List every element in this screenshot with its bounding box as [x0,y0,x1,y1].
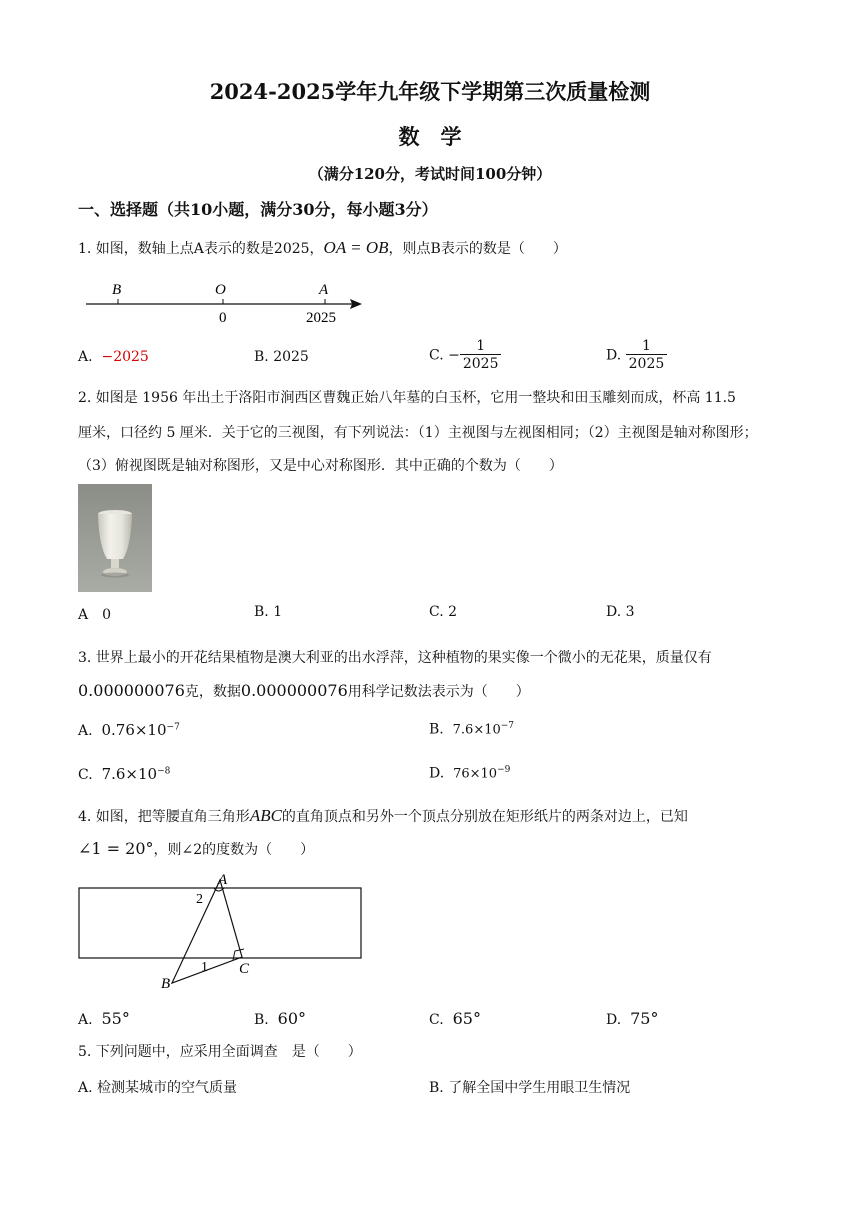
q3-option-d: D. $76\times 10^{-9}$ [429,765,511,782]
q4-angle-given: ∠1 = 20° [78,839,154,858]
label-a: A [319,282,329,298]
label-o: O [215,282,226,298]
exam-note: （满分120分，考试时间100分钟） [308,165,552,183]
question-1-stem [78,238,567,259]
question-5-stem: 5. 下列问题中，应采用全面调查 是（ ） [78,1044,362,1060]
q1-math: OA = OB [323,238,389,257]
q1-option-a: A. −2025 [78,349,149,365]
subject-title: 数 学 [398,124,462,149]
question-4-line-1: 4. 如图，把等腰直角三角形ABC的直角顶点和另外一个顶点分别放在矩形纸片的两条对边上，已知 [78,806,688,825]
number-line-figure [78,278,378,328]
q5-option-b: B. 了解全国中学生用眼卫生情况 [429,1080,631,1096]
q1-option-d: D. $\frac{1}{2025}$ [606,338,667,373]
q3-option-b: B. $7.6\times 10^{-7}$ [429,721,515,738]
triangle-rectangle-figure [76,870,366,995]
angle-2-label: 2 [196,892,203,907]
question-2-line-2: 厘米，口径约 5 厘米．关于它的三视图，有下列说法：（1）主视图与左视图相同；（2）主视图是轴对称图形； [78,425,758,441]
q1-text-pre: 1. 如图，数轴上点A表示的数是2025， [78,241,324,257]
q5-option-a: A. 检测某城市的空气质量 [78,1080,238,1096]
question-4-line-2: ∠1 = 20°，则∠2的度数为（ ） [78,839,315,858]
q4-option-d: D. 75° [606,1009,659,1028]
q4-triangle-name: ABC [249,806,282,825]
vertex-c: C [239,961,250,977]
section-heading: 一、选择题（共10小题，满分30分，每小题3分） [78,200,438,219]
q4-option-a: A. 55° [78,1009,130,1028]
q4-option-c: C. 65° [429,1009,481,1028]
question-2-line-3: （3）俯视图既是轴对称图形，又是中心对称图形．其中正确的个数为（ ） [78,458,563,474]
q1-answer-value: −2025 [101,349,149,365]
q3-option-a: A. $0.76\times 10^{-7}$ [78,721,180,739]
q2-option-b: B. 1 [254,604,283,620]
q1-option-c: C. − $\frac{1}{2025}$ [429,338,501,373]
q2-option-a: A 0 [78,607,112,623]
q2-option-c: C. 2 [429,604,458,620]
label-b: B [112,282,122,298]
vertex-b: B [161,976,171,992]
question-3-line-1: 3. 世界上最小的开花结果植物是澳大利亚的出水浮萍，这种植物的果实像一个微小的无花果，质量仅有 [78,650,712,666]
question-2-line-1: 2. 如图是 1956 年出土于洛阳市涧西区曹魏正始八年墓的白玉杯，它用一整块和田玉雕刻而成，杯高 11.5 [78,390,736,406]
q2-option-d: D. 3 [606,604,635,620]
question-3-line-2: 0.000000076克，数据0.000000076用科学记数法表示为（ ） [78,681,530,700]
jade-cup-photo [78,484,152,592]
q4-option-b: B. 60° [254,1009,307,1028]
angle-1-label: 1 [201,960,208,975]
tick-2025: 2025 [306,310,336,326]
q1-option-b: B. 2025 [254,349,309,365]
q3-option-c: C. $7.6\times 10^{-8}$ [78,765,171,783]
vertex-a: A [218,872,228,888]
exam-title: 2024-2025学年九年级下学期第三次质量检测 [209,79,651,104]
q1-text-post: ，则点B表示的数是（ ） [388,241,567,257]
tick-zero: 0 [219,310,227,326]
